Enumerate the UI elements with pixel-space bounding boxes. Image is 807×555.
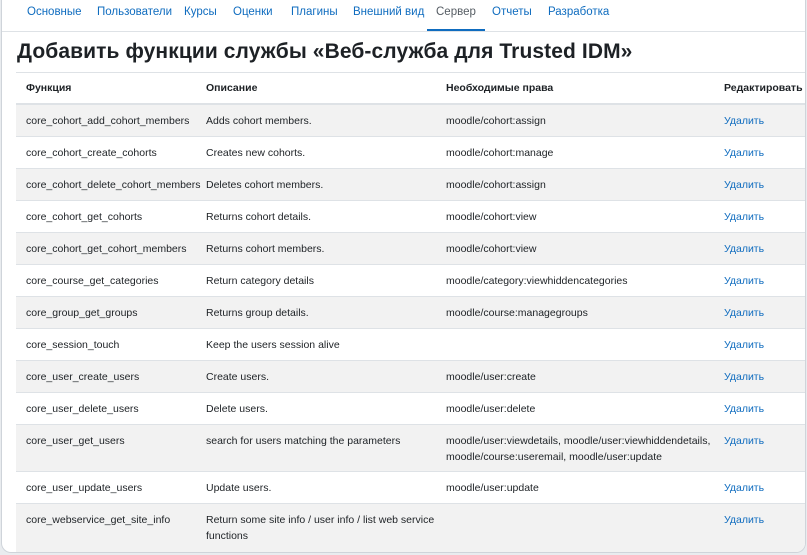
required-capabilities: moodle/cohort:manage xyxy=(446,147,554,159)
table-row xyxy=(16,201,805,233)
table-row xyxy=(16,169,805,201)
required-capabilities: moodle/cohort:assign xyxy=(446,115,546,127)
delete-link[interactable]: Удалить xyxy=(724,435,765,447)
function-description: Return some site info / user info / list web service functions xyxy=(206,514,435,542)
function-name: core_cohort_add_cohort_members xyxy=(26,115,190,127)
page-frame xyxy=(1,0,806,553)
function-name: core_course_get_categories xyxy=(26,275,159,287)
required-capabilities: moodle/cohort:view xyxy=(446,243,537,255)
table-row xyxy=(16,329,805,361)
tab-server[interactable]: Сервер xyxy=(427,0,485,31)
function-name: core_session_touch xyxy=(26,339,120,351)
table-header xyxy=(16,72,805,105)
delete-link[interactable]: Удалить xyxy=(724,514,765,526)
delete-link[interactable]: Удалить xyxy=(724,482,765,494)
table-row xyxy=(16,361,805,393)
column-header-description: Описание xyxy=(206,82,258,94)
tab-general[interactable]: Основные xyxy=(27,6,82,18)
delete-link[interactable]: Удалить xyxy=(724,243,765,255)
table-row xyxy=(16,105,805,137)
delete-link[interactable]: Удалить xyxy=(724,211,765,223)
function-description: Create users. xyxy=(206,371,270,383)
table-row xyxy=(16,137,805,169)
function-description: Delete users. xyxy=(206,403,268,415)
required-capabilities: moodle/category:viewhiddencategories xyxy=(446,275,628,287)
delete-link[interactable]: Удалить xyxy=(724,403,765,415)
table-row xyxy=(16,504,805,552)
table-row xyxy=(16,472,805,504)
admin-nav-tabs xyxy=(2,0,805,32)
delete-link[interactable]: Удалить xyxy=(724,339,765,351)
tab-courses[interactable]: Курсы xyxy=(184,6,217,18)
tab-grades[interactable]: Оценки xyxy=(233,6,273,18)
delete-link[interactable]: Удалить xyxy=(724,275,765,287)
function-description: Deletes cohort members. xyxy=(206,179,324,191)
table-row xyxy=(16,297,805,329)
function-name: core_cohort_get_cohort_members xyxy=(26,243,187,255)
function-description: Creates new cohorts. xyxy=(206,147,306,159)
delete-link[interactable]: Удалить xyxy=(724,371,765,383)
column-header-capabilities: Необходимые права xyxy=(446,82,554,94)
delete-link[interactable]: Удалить xyxy=(724,307,765,319)
table-row xyxy=(16,265,805,297)
function-description: Returns group details. xyxy=(206,307,309,319)
function-description: Adds cohort members. xyxy=(206,115,312,127)
required-capabilities: moodle/user:create xyxy=(446,371,536,383)
function-name: core_cohort_get_cohorts xyxy=(26,211,143,223)
required-capabilities: moodle/course:managegroups xyxy=(446,307,588,319)
page-title: Добавить функции службы «Веб-служба для Trusted IDM» xyxy=(17,40,633,63)
function-description: Return category details xyxy=(206,275,314,287)
table-row xyxy=(16,393,805,425)
function-name: core_cohort_delete_cohort_members xyxy=(26,179,201,191)
function-description: Keep the users session alive xyxy=(206,339,340,351)
table-row xyxy=(16,425,805,472)
function-name: core_group_get_groups xyxy=(26,307,138,319)
delete-link[interactable]: Удалить xyxy=(724,179,765,191)
required-capabilities: moodle/cohort:assign xyxy=(446,179,546,191)
required-capabilities: moodle/user:viewdetails, moodle/user:viewhiddendetails, moodle/course:useremail, moodle/user:update xyxy=(446,435,711,463)
required-capabilities: moodle/cohort:view xyxy=(446,211,537,223)
required-capabilities: moodle/user:update xyxy=(446,482,539,494)
function-description: search for users matching the parameters xyxy=(206,435,401,447)
function-name: core_user_get_users xyxy=(26,435,125,447)
function-name: core_user_update_users xyxy=(26,482,143,494)
tab-reports[interactable]: Отчеты xyxy=(492,6,532,18)
function-description: Update users. xyxy=(206,482,272,494)
required-capabilities: moodle/user:delete xyxy=(446,403,536,415)
tab-plugins[interactable]: Плагины xyxy=(291,6,338,18)
function-description: Returns cohort details. xyxy=(206,211,312,223)
column-header-function: Функция xyxy=(26,82,72,94)
delete-link[interactable]: Удалить xyxy=(724,147,765,159)
function-name: core_cohort_create_cohorts xyxy=(26,147,157,159)
delete-link[interactable]: Удалить xyxy=(724,115,765,127)
table-row xyxy=(16,233,805,265)
function-name: core_user_create_users xyxy=(26,371,140,383)
function-name: core_webservice_get_site_info xyxy=(26,514,171,526)
tab-development[interactable]: Разработка xyxy=(548,6,610,18)
tab-users[interactable]: Пользователи xyxy=(97,6,173,18)
function-name: core_user_delete_users xyxy=(26,403,139,415)
column-header-edit: Редактировать xyxy=(724,82,803,94)
tab-appearance[interactable]: Внешний вид xyxy=(353,6,425,18)
function-description: Returns cohort members. xyxy=(206,243,325,255)
